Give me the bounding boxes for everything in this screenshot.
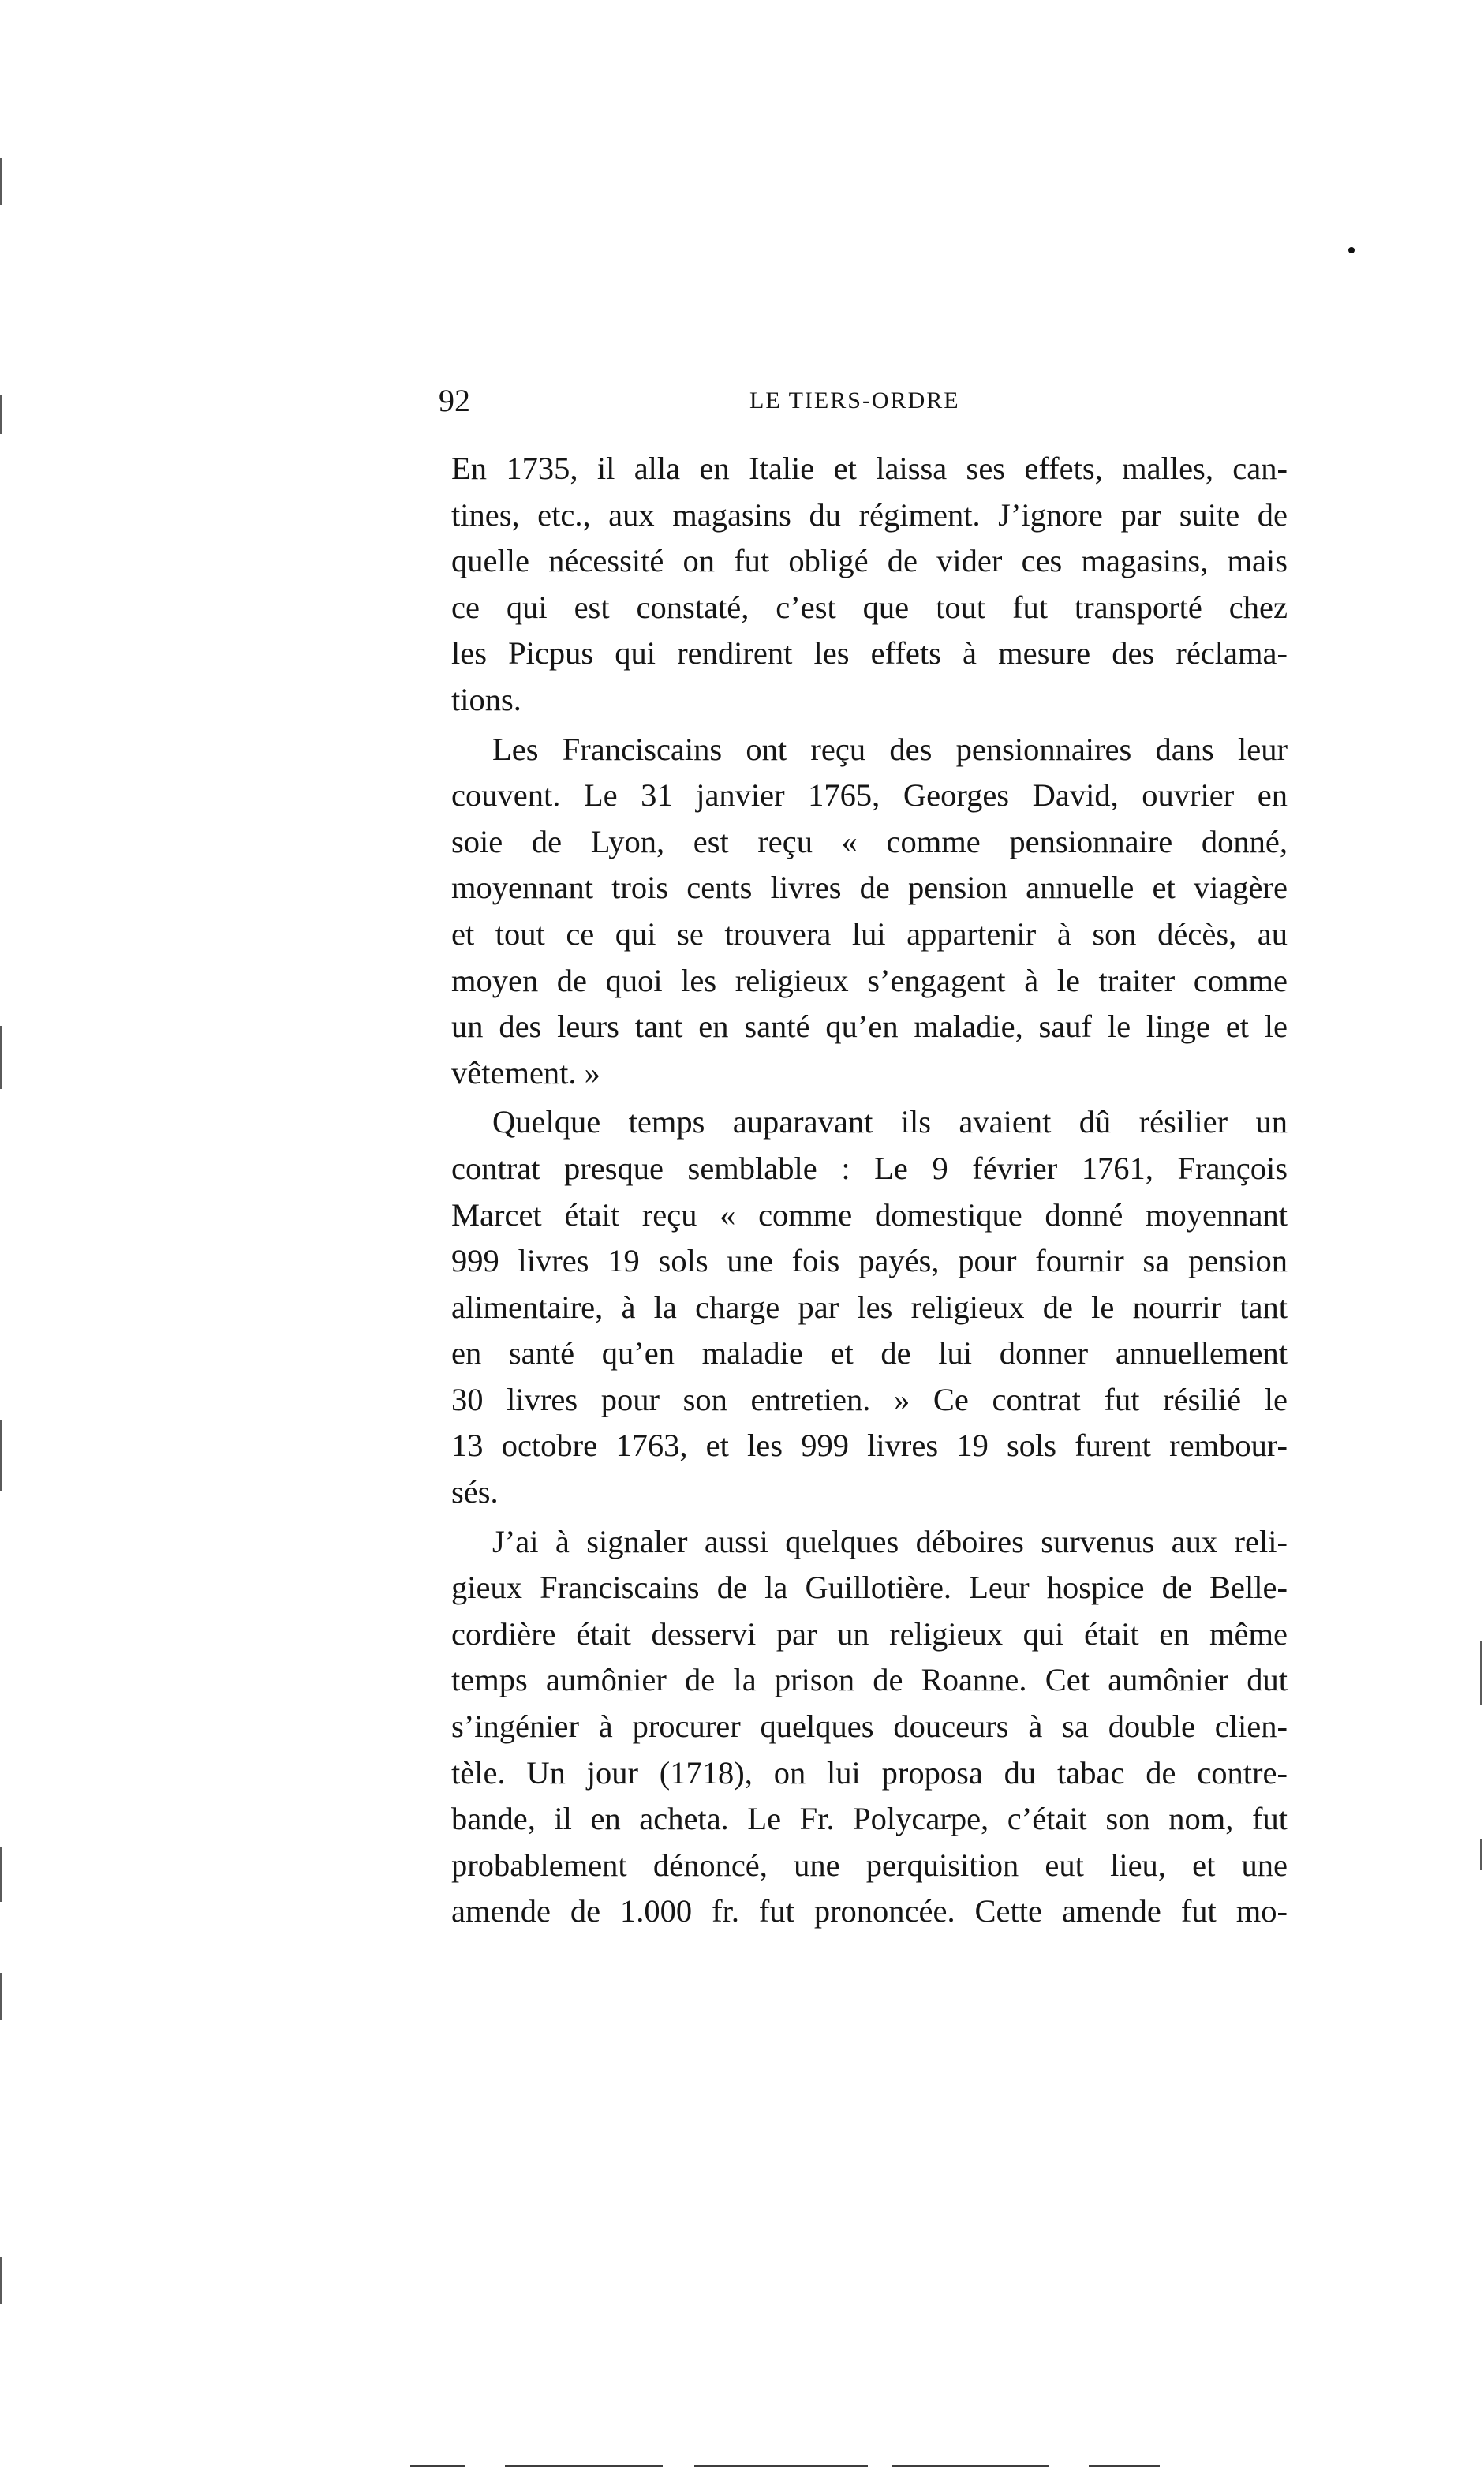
paragraph-2 bbox=[451, 727, 1288, 1097]
paragraph-4 bbox=[451, 1519, 1288, 1935]
text-line: cordière était desservi par un religieux qui était en même bbox=[451, 1615, 1288, 1652]
text-line: temps aumônier de la prison de Roanne. Cet aumônier dut bbox=[451, 1662, 1288, 1698]
scan-bottom-rule bbox=[892, 2465, 1049, 2467]
text-line: bande, il en acheta. Le Fr. Polycarpe, c’était son nom, fut bbox=[451, 1801, 1288, 1837]
text-line: tions. bbox=[451, 681, 521, 717]
text-line: alimentaire, à la charge par les religieux de le nourrir tant bbox=[451, 1289, 1288, 1325]
scan-speck bbox=[1348, 247, 1355, 253]
running-head: LE TIERS-ORDRE bbox=[749, 387, 960, 414]
scan-bottom-rule bbox=[1089, 2465, 1160, 2467]
text-line: quelle nécessité on fut obligé de vider ces magasins, mais bbox=[451, 543, 1288, 579]
scan-edge-mark bbox=[0, 1420, 2, 1491]
paragraph-3 bbox=[451, 1099, 1288, 1515]
scan-bottom-rule bbox=[410, 2465, 465, 2467]
text-line: en santé qu’en maladie et de lui donner annuellement bbox=[451, 1335, 1288, 1372]
body-text bbox=[451, 446, 1288, 1935]
text-line: contrat presque semblable : Le 9 février 1761, François bbox=[451, 1150, 1288, 1186]
text-line: probablement dénoncé, une perquisition eut lieu, et une bbox=[451, 1847, 1288, 1883]
text-line: soie de Lyon, est reçu « comme pensionnaire donné, bbox=[451, 823, 1288, 859]
paragraph-1 bbox=[451, 446, 1288, 724]
scan-bottom-rule bbox=[505, 2465, 663, 2467]
text-line: J’ai à signaler aussi quelques déboires survenus aux reli- bbox=[492, 1523, 1288, 1559]
text-line: s’ingénier à procurer quelques douceurs à sa double clien- bbox=[451, 1708, 1288, 1745]
scan-edge-mark bbox=[0, 2257, 2, 2304]
text-line: 13 octobre 1763, et les 999 livres 19 sols furent rembour- bbox=[451, 1428, 1288, 1464]
text-line: tines, etc., aux magasins du régiment. J’ignore par suite de bbox=[451, 496, 1288, 533]
text-line: Les Franciscains ont reçu des pensionnaires dans leur bbox=[492, 731, 1288, 767]
text-line: 30 livres pour son entretien. » Ce contrat fut résilié le bbox=[451, 1381, 1288, 1417]
text-line: Marcet était reçu « comme domestique donné moyennant bbox=[451, 1196, 1288, 1233]
scan-edge-mark bbox=[0, 158, 2, 205]
text-line: ce qui est constaté, c’est que tout fut transporté chez bbox=[451, 589, 1288, 625]
text-line: vêtement. » bbox=[451, 1054, 600, 1091]
text-line: gieux Franciscains de la Guillotière. Leur hospice de Belle- bbox=[451, 1570, 1288, 1606]
text-line: Quelque temps auparavant ils avaient dû résilier un bbox=[492, 1104, 1288, 1140]
text-line: amende de 1.000 fr. fut prononcée. Cette amende fut mo- bbox=[451, 1893, 1288, 1929]
text-line: En 1735, il alla en Italie et laissa ses effets, malles, can- bbox=[451, 451, 1288, 486]
text-line: tèle. Un jour (1718), on lui proposa du tabac de contre- bbox=[451, 1754, 1288, 1791]
text-line: un des leurs tant en santé qu’en maladie, sauf le linge et le bbox=[451, 1009, 1288, 1045]
text-line: couvent. Le 31 janvier 1765, Georges David, ouvrier en bbox=[451, 777, 1288, 814]
text-line: moyennant trois cents livres de pension annuelle et viagère bbox=[451, 870, 1288, 906]
scan-bottom-rule bbox=[694, 2465, 868, 2467]
text-line: moyen de quoi les religieux s’engagent à le traiter comme bbox=[451, 962, 1288, 998]
scan-edge-mark bbox=[0, 395, 2, 434]
text-line: 999 livres 19 sols une fois payés, pour fournir sa pension bbox=[451, 1243, 1288, 1279]
page-number: 92 bbox=[439, 383, 470, 418]
scan-edge-mark bbox=[1480, 1839, 1482, 1870]
text-line: sés. bbox=[451, 1474, 499, 1510]
text-line: et tout ce qui se trouvera lui appartenir à son décès, au bbox=[451, 915, 1288, 952]
scan-edge-mark bbox=[0, 1026, 2, 1089]
scan-edge-mark bbox=[0, 1847, 2, 1902]
scan-edge-mark bbox=[1480, 1641, 1482, 1705]
text-line: les Picpus qui rendirent les effets à mesure des réclama- bbox=[451, 635, 1288, 672]
scan-edge-mark bbox=[0, 1973, 2, 2020]
